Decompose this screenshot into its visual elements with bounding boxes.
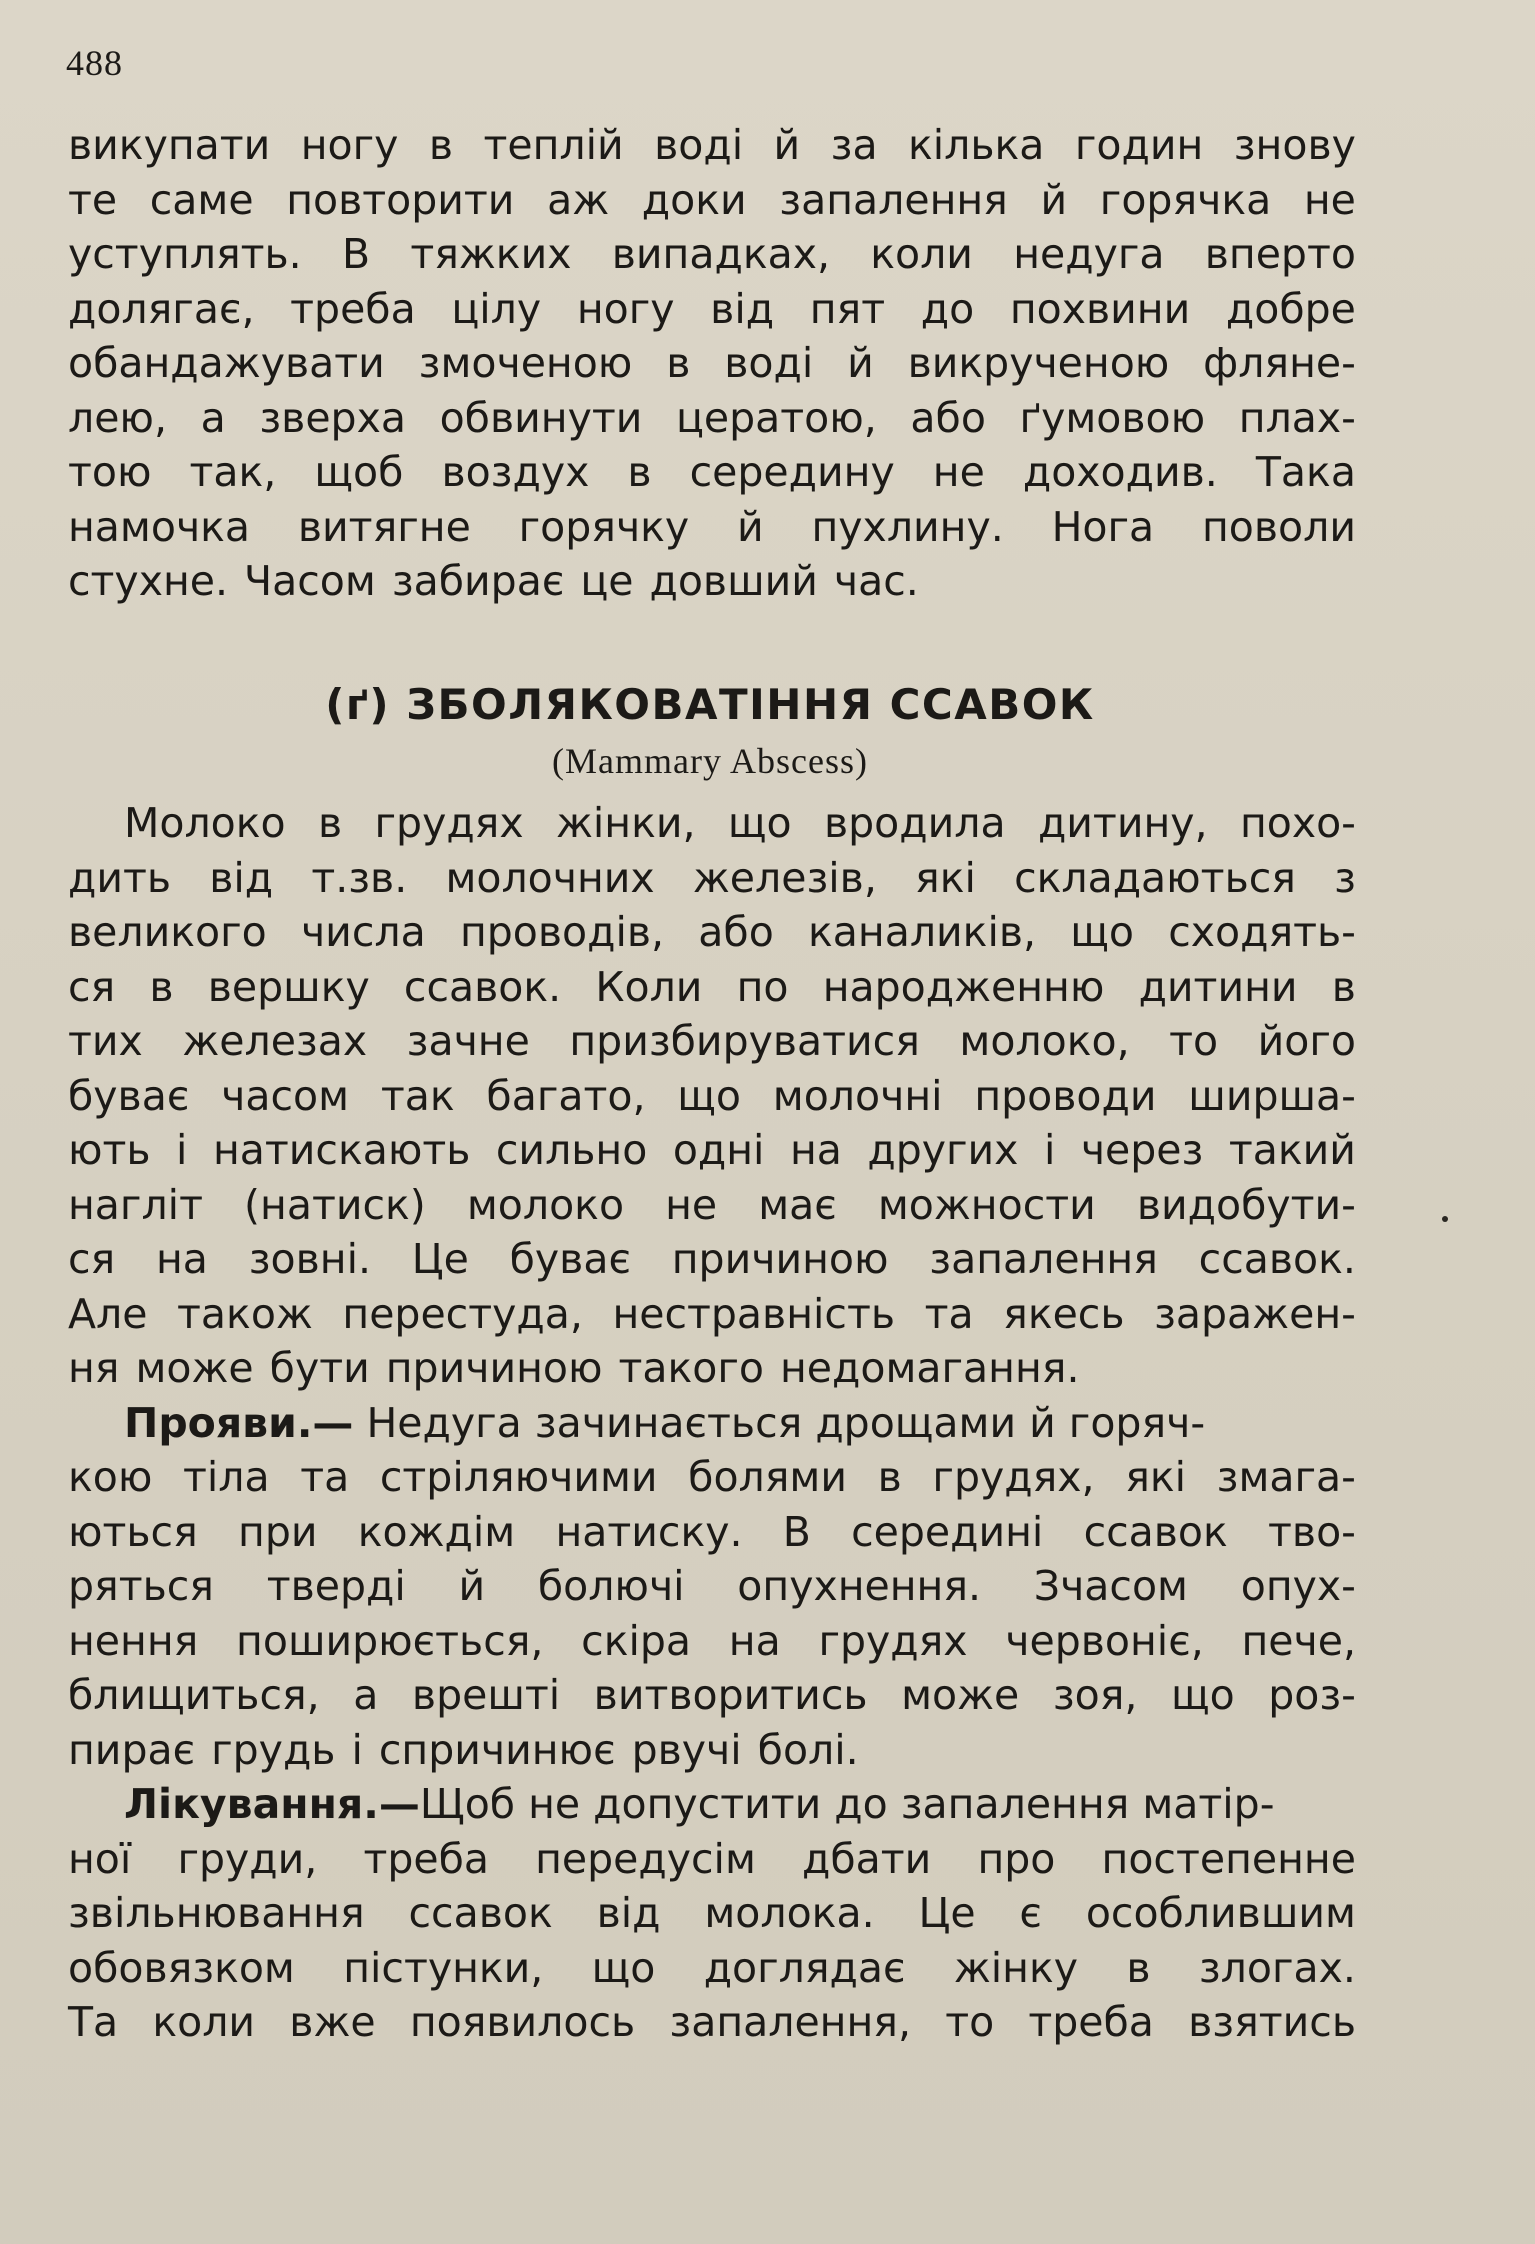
word: жінку xyxy=(953,1943,1079,1992)
word: треба xyxy=(290,284,416,333)
word: це xyxy=(580,557,634,605)
word: не xyxy=(665,1180,718,1229)
word: час. xyxy=(833,557,919,605)
word: й xyxy=(737,502,764,551)
word: запалення, xyxy=(669,1998,911,2046)
word: витягне xyxy=(297,502,471,551)
word: при xyxy=(238,1507,318,1556)
word: середині xyxy=(851,1507,1044,1556)
word: в xyxy=(428,121,454,169)
word: ссавок xyxy=(1083,1507,1228,1556)
text-line xyxy=(68,391,1356,446)
word: Молоко xyxy=(124,799,286,847)
word: по xyxy=(736,962,789,1011)
word: в xyxy=(627,448,652,496)
text-line xyxy=(68,1614,1356,1669)
text-line xyxy=(68,851,1356,906)
word: змоченою xyxy=(418,339,633,387)
word: щоб xyxy=(314,448,404,496)
word: змага- xyxy=(1216,1453,1356,1501)
word: також xyxy=(177,1289,313,1338)
word: Зчасом xyxy=(1033,1562,1188,1610)
section-title: (ґ) ЗБОЛЯКОВАТІННЯ ССАВОК xyxy=(325,680,1095,729)
word: обовязком xyxy=(68,1943,295,1992)
word: Та xyxy=(68,1998,119,2046)
word: молока. xyxy=(704,1889,875,1937)
word: проводів, xyxy=(459,908,665,956)
word: уступлять. xyxy=(68,230,302,278)
word: буває xyxy=(509,1235,631,1283)
text-line xyxy=(68,227,1356,282)
word: в xyxy=(666,339,691,387)
word: викрученою xyxy=(907,339,1170,387)
word: числа xyxy=(300,908,426,956)
text-line xyxy=(68,1886,1356,1941)
word: викупати xyxy=(68,121,271,169)
word: або xyxy=(698,908,774,956)
word: железів, xyxy=(692,853,877,902)
word: має xyxy=(758,1180,837,1229)
word: або xyxy=(910,393,986,442)
word: часом xyxy=(221,1071,350,1120)
word: так, xyxy=(189,448,277,496)
word: в xyxy=(317,799,343,847)
word: і xyxy=(351,1725,363,1774)
word: болючі xyxy=(537,1562,685,1610)
word: ся xyxy=(68,1235,116,1283)
word: призбируватися xyxy=(569,1017,920,1065)
word: причиною xyxy=(385,1344,603,1392)
text-line xyxy=(68,554,1356,609)
word: вперто xyxy=(1204,230,1356,278)
word: цілу xyxy=(451,284,542,333)
word: видобути- xyxy=(1136,1180,1356,1229)
word: железах xyxy=(182,1017,368,1065)
word: що xyxy=(727,799,792,847)
word: в xyxy=(877,1453,902,1501)
word: обвинути xyxy=(439,393,643,442)
word: сходять- xyxy=(1168,908,1356,956)
word: й xyxy=(1040,175,1068,224)
text-line xyxy=(68,905,1356,960)
word: фляне- xyxy=(1203,339,1356,387)
word: ються xyxy=(68,1507,198,1556)
word: проводи xyxy=(974,1071,1157,1120)
text-line xyxy=(68,173,1356,228)
word: на xyxy=(789,1126,842,1174)
word: ногу xyxy=(576,284,675,333)
text-line xyxy=(68,1341,1356,1396)
word: запалення xyxy=(779,175,1008,224)
word: в xyxy=(149,962,174,1011)
word: молочних xyxy=(445,853,655,902)
word: а xyxy=(353,1671,379,1719)
word: то xyxy=(1169,1017,1219,1065)
word: поволи xyxy=(1202,502,1356,551)
word: злогах. xyxy=(1198,1943,1356,1992)
word: можности xyxy=(877,1180,1096,1229)
word: знову xyxy=(1233,121,1356,169)
word: буває xyxy=(68,1071,190,1120)
word: витворитись xyxy=(593,1671,868,1719)
text-line xyxy=(68,1014,1356,1069)
word: зовні. xyxy=(248,1235,371,1283)
word: бути xyxy=(269,1344,370,1392)
text-line xyxy=(68,445,1356,500)
text-line xyxy=(68,1123,1356,1178)
word: що xyxy=(591,1943,656,1992)
word: тих xyxy=(68,1017,143,1065)
word: молоко xyxy=(466,1180,625,1229)
word: воді xyxy=(654,121,744,169)
page-number: 488 xyxy=(66,43,123,83)
text-line xyxy=(68,796,1356,851)
word: довший xyxy=(649,557,818,605)
word: Така xyxy=(1255,448,1356,496)
word: воді xyxy=(724,339,814,387)
word: В xyxy=(782,1507,811,1556)
word: т.зв. xyxy=(311,853,408,902)
word: червоніє, xyxy=(1005,1616,1204,1665)
word: грудях, xyxy=(932,1453,1095,1501)
word: не xyxy=(1303,175,1356,224)
word: що xyxy=(1070,908,1134,956)
word: одні xyxy=(672,1126,765,1174)
word: спричинює xyxy=(378,1725,616,1774)
word: дитину, xyxy=(1037,799,1208,847)
word: від xyxy=(209,853,274,902)
treatment-first-line xyxy=(68,1777,1356,1832)
word: тяжких xyxy=(410,230,572,278)
word: якесь xyxy=(1003,1289,1125,1338)
word: а xyxy=(200,393,226,442)
word: пістунки, xyxy=(343,1943,544,1992)
word: тво- xyxy=(1268,1507,1356,1556)
word: годин xyxy=(1074,121,1204,169)
text-line xyxy=(68,336,1356,391)
word: грудь xyxy=(211,1725,336,1774)
word: саме xyxy=(149,175,254,224)
word: появилось xyxy=(409,1998,636,2046)
word: обандажувати xyxy=(68,339,385,387)
word: передусім xyxy=(535,1834,756,1883)
word: блищиться, xyxy=(68,1671,320,1719)
word: нестравність xyxy=(612,1289,896,1338)
word: грудях xyxy=(374,799,524,847)
treatment-label: Лікування.— xyxy=(124,1780,420,1828)
word: та xyxy=(924,1289,974,1338)
word: плах- xyxy=(1238,393,1356,442)
word: запалення xyxy=(929,1235,1158,1283)
word: ногу xyxy=(300,121,399,169)
word: за xyxy=(830,121,878,169)
text-line xyxy=(68,1287,1356,1342)
word: які xyxy=(915,853,976,902)
word: ширша- xyxy=(1188,1071,1356,1120)
word: молоко, xyxy=(959,1017,1130,1065)
word: Нога xyxy=(1051,502,1155,551)
word: ссавок xyxy=(408,1889,553,1937)
word: Але xyxy=(68,1289,148,1338)
word: недомагання. xyxy=(780,1344,1080,1392)
treatment-first-text: Щоб не допустити до запалення матір- xyxy=(419,1780,1275,1828)
word: теплій xyxy=(483,121,624,169)
word: грудях xyxy=(818,1616,968,1665)
word: то xyxy=(945,1998,995,2046)
word: ся xyxy=(68,962,116,1011)
word: забирає xyxy=(391,557,565,605)
word: аж xyxy=(547,175,610,224)
word: від xyxy=(596,1889,661,1937)
word: похо- xyxy=(1239,799,1356,847)
word: (натиск) xyxy=(244,1180,426,1229)
word: тою xyxy=(68,448,152,496)
word: скіра xyxy=(581,1616,692,1665)
word: звільнювання xyxy=(68,1889,365,1937)
word: горячку xyxy=(518,502,690,551)
word: сильно xyxy=(495,1126,648,1174)
word: та xyxy=(300,1453,350,1501)
word: пят xyxy=(809,284,886,333)
word: може xyxy=(135,1344,254,1392)
word: тіла xyxy=(183,1453,270,1501)
word: зверха xyxy=(259,393,406,442)
word: Це xyxy=(918,1889,976,1937)
word: врешті xyxy=(411,1671,561,1719)
print-speck xyxy=(1442,1216,1448,1222)
word: те xyxy=(68,175,118,224)
word: нагліт xyxy=(68,1180,203,1229)
word: намочка xyxy=(68,502,251,551)
word: пухлину. xyxy=(811,502,1004,551)
word: вершку xyxy=(207,962,370,1011)
text-line xyxy=(68,1941,1356,1996)
word: які xyxy=(1125,1453,1187,1501)
symptoms-first-line xyxy=(68,1396,1356,1451)
text-line xyxy=(68,1505,1356,1560)
word: опухнення. xyxy=(737,1562,982,1610)
text-line xyxy=(68,1069,1356,1124)
symptoms-first-text: Недуга зачинається дрощами й горяч- xyxy=(353,1398,1206,1447)
paragraph-top xyxy=(68,118,1356,609)
word: каналиків, xyxy=(808,908,1037,956)
word: середину xyxy=(689,448,895,496)
word: Це xyxy=(411,1235,469,1283)
word: цератою, xyxy=(676,393,877,442)
word: й xyxy=(458,1562,486,1610)
text-line xyxy=(68,1832,1356,1887)
word: про xyxy=(977,1834,1056,1883)
word: ґумовою xyxy=(1019,393,1206,442)
word: з xyxy=(1334,853,1356,902)
word: ної xyxy=(68,1834,132,1883)
word: ссавок. xyxy=(1198,1235,1356,1283)
word: нення xyxy=(68,1616,199,1665)
word: такий xyxy=(1228,1126,1356,1174)
word: доходив. xyxy=(1022,448,1218,496)
word: недуга xyxy=(1013,230,1165,278)
word: кождім xyxy=(357,1507,516,1556)
word: на xyxy=(156,1235,208,1283)
word: коли xyxy=(152,1998,256,2046)
word: на xyxy=(728,1616,781,1665)
word: тверді xyxy=(266,1562,406,1610)
word: багато, xyxy=(486,1071,646,1120)
word: груди, xyxy=(177,1834,318,1883)
text-line xyxy=(68,1995,1356,2050)
text-line xyxy=(68,500,1356,555)
text-line xyxy=(68,1450,1356,1505)
word: рвучі xyxy=(631,1725,742,1774)
word: його xyxy=(1257,1017,1356,1065)
word: похвини xyxy=(1009,284,1191,333)
word: жінки, xyxy=(555,799,696,847)
word: до xyxy=(920,284,975,333)
word: такого xyxy=(618,1344,764,1392)
word: так xyxy=(380,1071,455,1120)
word: долягає, xyxy=(68,284,255,333)
word: що xyxy=(677,1071,741,1120)
word: зачне xyxy=(406,1017,530,1065)
word: кілька xyxy=(908,121,1045,169)
word: треба xyxy=(363,1834,489,1883)
word: не xyxy=(932,448,985,496)
word: в xyxy=(1126,1943,1151,1992)
word: стухне. xyxy=(68,557,229,605)
word: постепенне xyxy=(1101,1834,1356,1883)
word: натиску. xyxy=(555,1507,743,1556)
word: Часом xyxy=(244,557,376,605)
word: пече, xyxy=(1241,1616,1356,1665)
word: роз- xyxy=(1268,1671,1356,1719)
word: натискають xyxy=(212,1126,471,1174)
word: взятись xyxy=(1188,1998,1356,2046)
text-line xyxy=(68,1559,1356,1614)
word: й xyxy=(847,339,874,387)
word: доки xyxy=(641,175,747,224)
word: й xyxy=(773,121,801,169)
word: через xyxy=(1080,1126,1204,1174)
word: треба xyxy=(1028,1998,1154,2046)
word: і xyxy=(1043,1126,1056,1174)
word: і xyxy=(176,1126,188,1174)
word: болі. xyxy=(757,1725,859,1774)
word: ссавок. xyxy=(403,962,562,1011)
text-line xyxy=(68,118,1356,173)
word: від xyxy=(710,284,775,333)
word: особлившим xyxy=(1085,1889,1356,1937)
word: великого xyxy=(68,908,267,956)
text-line xyxy=(68,1668,1356,1723)
text-line xyxy=(68,1723,1356,1778)
word: пирає xyxy=(68,1725,196,1774)
word: ють xyxy=(68,1126,151,1174)
section-subtitle: (Mammary Abscess) xyxy=(552,741,868,781)
text-line xyxy=(68,1178,1356,1233)
word: опух- xyxy=(1240,1562,1356,1610)
word: може xyxy=(901,1671,1020,1719)
word: заражен- xyxy=(1154,1289,1356,1338)
word: перестуда, xyxy=(342,1289,583,1338)
word: поширюється, xyxy=(236,1616,544,1665)
word: добре xyxy=(1225,284,1356,333)
word: воздух xyxy=(441,448,590,496)
word: вродила xyxy=(823,799,1006,847)
word: Коли xyxy=(595,962,703,1011)
text-line xyxy=(68,1232,1356,1287)
word: вже xyxy=(289,1998,376,2046)
word: причиною xyxy=(671,1235,889,1283)
word: є xyxy=(1019,1889,1042,1937)
word: коли xyxy=(870,230,973,278)
word: в xyxy=(1331,962,1356,1011)
word: зоя, xyxy=(1052,1671,1138,1719)
word: кою xyxy=(68,1453,153,1501)
text-line xyxy=(68,960,1356,1015)
word: болями xyxy=(688,1453,847,1501)
section-body xyxy=(68,796,1356,2050)
word: доглядає xyxy=(703,1943,906,1992)
word: що xyxy=(1170,1671,1235,1719)
word: ня xyxy=(68,1344,120,1392)
text-line xyxy=(68,282,1356,337)
word: складаються xyxy=(1014,853,1296,902)
word: лею, xyxy=(68,393,167,442)
word: повторити xyxy=(286,175,515,224)
word: випадках, xyxy=(611,230,831,278)
symptoms-label: Прояви.— xyxy=(124,1398,354,1447)
word: молочні xyxy=(772,1071,943,1120)
word: стріляючими xyxy=(379,1453,658,1501)
word: В xyxy=(341,230,371,278)
word: дитини xyxy=(1138,962,1298,1011)
word: горячка xyxy=(1099,175,1272,224)
word: дить xyxy=(68,853,172,902)
word: других xyxy=(867,1126,1019,1174)
word: ряться xyxy=(68,1562,214,1610)
word: народженню xyxy=(822,962,1105,1011)
word: дбати xyxy=(802,1834,932,1883)
